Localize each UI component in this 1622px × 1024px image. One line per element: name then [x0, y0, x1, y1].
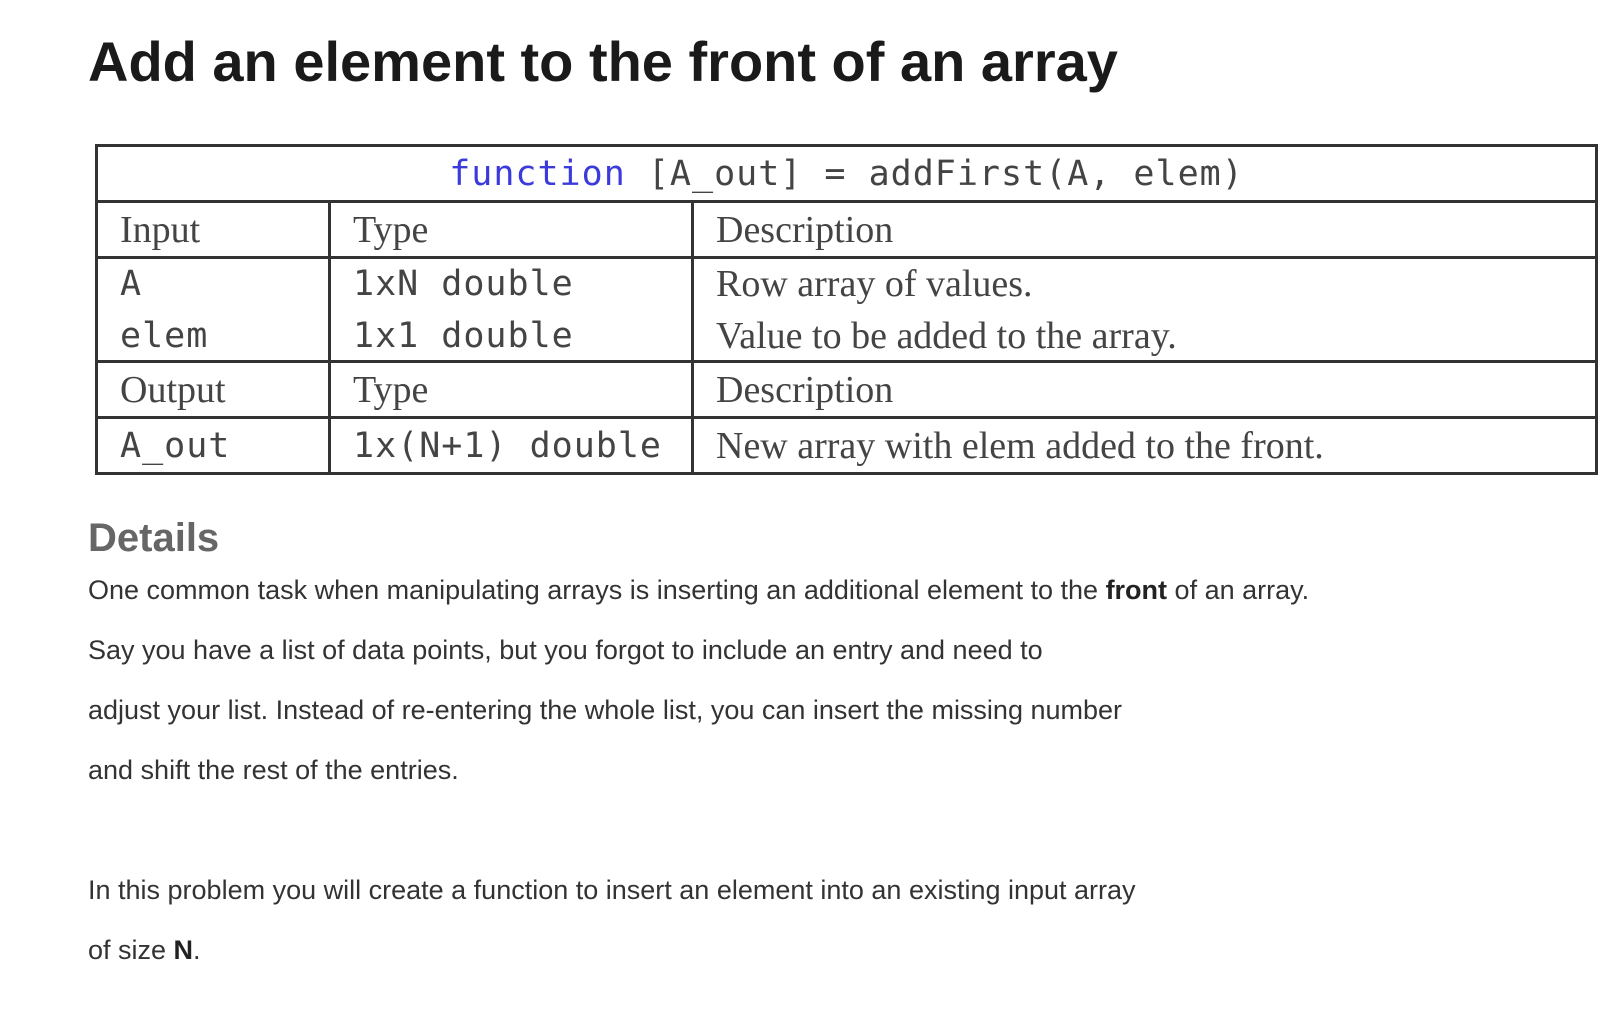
paragraph-text: of an array.	[1167, 575, 1310, 605]
details-paragraph-5: In this problem you will create a function to insert an element into an existing input array	[88, 875, 1136, 905]
input-types-cell	[330, 258, 693, 362]
input-description: Value to be added to the array.	[716, 314, 1177, 357]
emphasis-front: front	[1105, 575, 1168, 605]
input-header-description: Description	[693, 202, 1597, 258]
details-paragraph-4: and shift the rest of the entries.	[88, 755, 459, 785]
input-name: elem	[120, 315, 209, 356]
output-row	[97, 418, 1597, 474]
paragraph-text: One common task when manipulating arrays is inserting an additional element to the	[88, 575, 1106, 605]
function-signature-table	[95, 144, 1598, 475]
paragraph-text: .	[193, 935, 201, 965]
output-header-type: Type	[330, 362, 693, 418]
function-signature	[97, 146, 1597, 202]
input-name: A	[120, 263, 143, 304]
input-description: Row array of values.	[716, 262, 1033, 305]
input-header-row	[97, 202, 1597, 258]
input-descriptions-cell	[693, 258, 1597, 362]
input-type: 1xN double	[353, 263, 574, 304]
input-names-cell	[97, 258, 330, 362]
output-type: 1x(N+1) double	[330, 418, 693, 474]
input-rows	[97, 258, 1597, 362]
function-declaration: [A_out] = addFirst(A, elem)	[625, 153, 1244, 194]
details-heading: Details	[88, 516, 220, 560]
input-header-type: Type	[330, 202, 693, 258]
details-paragraph-2: Say you have a list of data points, but you forgot to include an entry and need to	[88, 635, 1043, 665]
input-type: 1x1 double	[353, 315, 574, 356]
emphasis-n: N	[173, 935, 194, 965]
output-description: New array with elem added to the front.	[693, 418, 1597, 474]
paragraph-text: of size	[88, 935, 174, 965]
output-header-name: Output	[97, 362, 330, 418]
input-header-name: Input	[97, 202, 330, 258]
output-header-row	[97, 362, 1597, 418]
details-paragraph-1	[88, 572, 1309, 608]
details-paragraph-3: adjust your list. Instead of re-entering the whole list, you can insert the missing number	[88, 695, 1123, 725]
signature-row	[97, 146, 1597, 202]
function-keyword: function	[449, 153, 626, 194]
output-header-description: Description	[693, 362, 1597, 418]
page-title: Add an element to the front of an array	[88, 30, 1118, 93]
output-name: A_out	[97, 418, 330, 474]
details-paragraph-6	[88, 932, 201, 968]
